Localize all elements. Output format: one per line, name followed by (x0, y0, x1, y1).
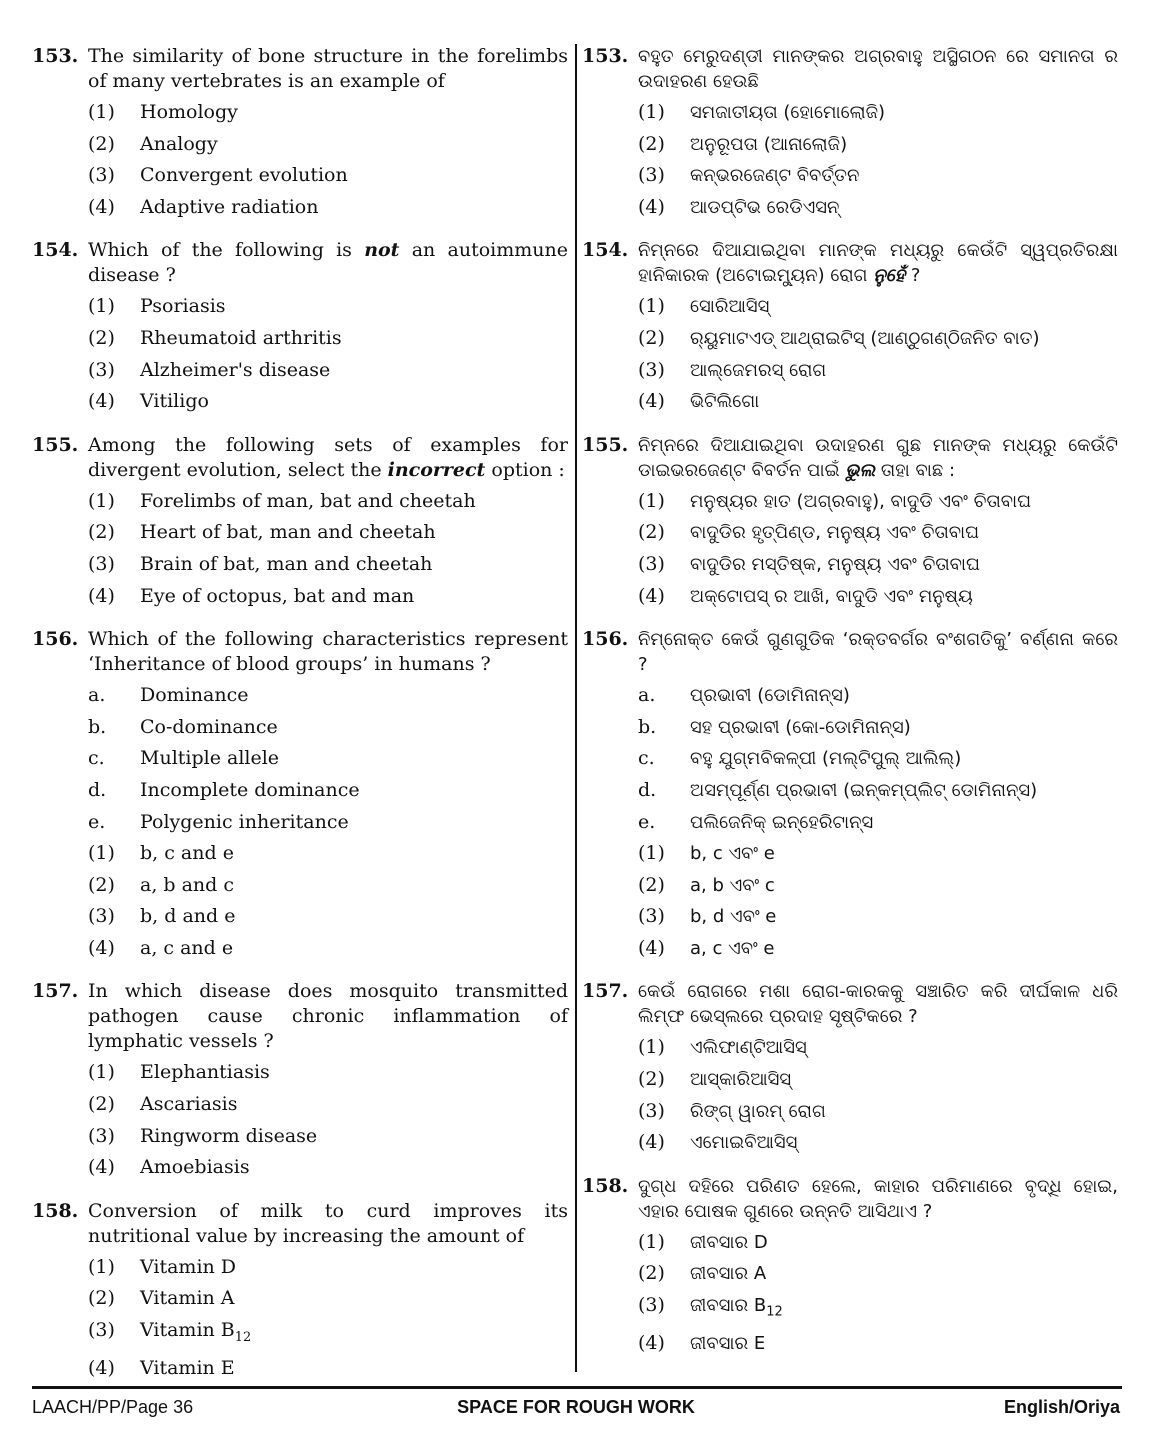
option-number: (4) (88, 1357, 115, 1380)
option-label: Vitamin B (140, 1319, 235, 1342)
question-number: 156. (582, 628, 629, 651)
option-number: (3) (638, 1099, 665, 1122)
answer-option (638, 936, 1118, 961)
question-text-part: ନିମ୍ନରେ ଦିଆଯାଇଥିବା ମାନଙ୍କ ମଧ୍ୟରୁ କେଉଁଟି ସ୍ୱପ୍ରତିରକ୍ଷା ହାନିକାରକ (ଅଟୋଇମ୍ୟୁନ) ରୋଗ (638, 240, 1118, 287)
option-label: a, c ଏବଂ e (690, 937, 775, 959)
answer-option (88, 873, 568, 898)
option-text (140, 904, 568, 929)
option-text (690, 520, 1118, 545)
option-text (140, 358, 568, 383)
answer-option (638, 520, 1118, 545)
question-158 (582, 1174, 1118, 1363)
question-155 (582, 433, 1118, 615)
option-text (690, 873, 1118, 898)
option-text (140, 1092, 568, 1117)
option-text (690, 1067, 1118, 1092)
option-number: (2) (88, 521, 115, 544)
option-label: Psoriasis (140, 295, 226, 318)
option-number: (2) (88, 873, 115, 896)
option-label: ଅନୁରୂପତା (ଆନାଲୋଜି) (690, 133, 848, 155)
question-text: The similarity of bone structure in the forelimbs of many vertebrates is an example of (88, 45, 568, 92)
option-number: (2) (638, 326, 665, 349)
option-text (690, 294, 1118, 319)
answer-option (88, 132, 568, 157)
option-text (140, 1255, 568, 1280)
answer-option (638, 683, 1118, 708)
option-text (140, 1060, 568, 1085)
question-text: In which disease does mosquito transmitted pathogen cause chronic inflammation of lymphatic vessels ? (88, 980, 568, 1053)
answer-option (88, 294, 568, 319)
option-text (690, 100, 1118, 125)
option-label: b, c and e (140, 842, 234, 865)
answer-option (88, 1060, 568, 1085)
option-number: (2) (638, 1262, 665, 1285)
option-text (690, 683, 1118, 708)
answer-option (88, 358, 568, 383)
option-text (140, 936, 568, 961)
option-label: Brain of bat, man and cheetah (140, 552, 433, 575)
option-number: (3) (638, 164, 665, 187)
answer-option (88, 1155, 568, 1180)
answer-option (638, 1099, 1118, 1124)
question-text (638, 433, 1118, 483)
option-text (690, 746, 1118, 771)
question-number: 154. (32, 239, 79, 262)
option-text (140, 552, 568, 577)
option-number: (3) (88, 164, 115, 187)
question-number: 155. (582, 433, 629, 456)
option-label: a, b ଏବଂ c (690, 874, 775, 896)
question-text-part: ତାହା ବାଛ : (875, 459, 956, 481)
option-number: (3) (88, 552, 115, 575)
answer-option (638, 873, 1118, 898)
option-number: b. (638, 715, 657, 738)
option-label: Co-dominance (140, 715, 278, 738)
question-text: ବହୁତ ମେରୁଦଣ୍ଡୀ ମାନଙ୍କର ଅଗ୍ରବାହୁ ଅସ୍ଥିଗଠନ ରେ ସମାନତା ର ଉଦାହରଣ ହେଉଛି (638, 46, 1118, 92)
option-text (140, 778, 568, 803)
option-number: d. (638, 778, 657, 801)
option-text (690, 1230, 1118, 1255)
option-number: (1) (638, 489, 665, 512)
answer-option (88, 584, 568, 609)
question-text: ନିମ୍ନୋକ୍ତ କେଉଁ ଗୁଣଗୁଡିକ ‘ରକ୍ତବର୍ଗର ବଂଶଗତିକୁ’ ବର୍ଣ୍ଣନା କରେ ? (638, 629, 1118, 676)
option-text (690, 715, 1118, 740)
question-number: 158. (32, 1199, 79, 1222)
question-number: 158. (582, 1174, 629, 1197)
option-label: Heart of bat, man and cheetah (140, 521, 436, 544)
option-number: (4) (88, 936, 115, 959)
answer-option (638, 132, 1118, 157)
option-number: e. (638, 810, 656, 833)
answer-option (88, 389, 568, 414)
option-label: ଆଲ୍‌ଜେମରସ୍ ରୋଗ (690, 359, 827, 381)
option-text (140, 163, 568, 188)
option-label: କନ୍‌ଭରଜେଣ୍ଟ ବିବର୍ତ୍ତନ (690, 165, 860, 187)
answer-option (88, 841, 568, 866)
question-text: କେଉଁ ରୋଗରେ ମଶା ରୋଗ-କାରକକୁ ସଞ୍ଚାରିତ କରି ଦୀର୍ଘକାଳ ଧରି ଲିମ୍ଫ ଭେସ୍‌ଲରେ ପ୍ରଦାହ ସୃଷ୍ଟିକରେ ? (638, 981, 1118, 1028)
option-number: (2) (88, 1093, 115, 1116)
answer-option (638, 389, 1118, 414)
option-label: ସୋରିଆସିସ୍ (690, 296, 770, 318)
option-number: (2) (638, 521, 665, 544)
answer-option (88, 1124, 568, 1149)
rough-work-label: SPACE FOR ROUGH WORK (457, 1397, 695, 1417)
option-text (140, 746, 568, 771)
option-label: ମନୁଷ୍ୟର ହାତ (ଅଗ୍ରବାହୁ), ବାଦୁଡି ଏବଂ ଚିତାବାଘ (690, 490, 1032, 512)
option-label: Convergent evolution (140, 164, 348, 187)
question-text: ଦୁଗ୍ଧ ଦହିରେ ପରିଣତ ହେଲେ, କାହାର ପରିମାଣରେ ବୃଦ୍ଧି ହୋଇ, ଏହାର ପୋଷକ ଗୁଣରେ ଉନ୍ନତି ଆସିଥାଏ ? (638, 1175, 1118, 1222)
answer-option (88, 746, 568, 771)
option-number: (4) (88, 1156, 115, 1179)
option-label: ଏମୋଇବିଆସିସ୍ (690, 1132, 798, 1154)
option-number: (4) (638, 1131, 665, 1154)
option-label: ବାଦୁଡିର ମସ୍ତିଷ୍କ, ମନୁଷ୍ୟ ଏବଂ ଚିତାବାଘ (690, 553, 980, 575)
question-number: 157. (582, 980, 629, 1003)
option-number: (3) (88, 358, 115, 381)
option-number: (2) (638, 873, 665, 896)
option-text (690, 326, 1118, 351)
option-label: a, c and e (140, 936, 234, 959)
option-number: (1) (638, 1230, 665, 1253)
question-text: Which of the following characteristics represent ‘Inheritance of blood groups’ in humans ? (88, 628, 568, 676)
option-label: Polygenic inheritance (140, 810, 349, 833)
option-label: Vitiligo (140, 390, 209, 413)
option-number: (3) (638, 552, 665, 575)
option-label: ଜୀବସାର E (690, 1333, 766, 1355)
option-number: (3) (88, 1124, 115, 1147)
option-text (140, 810, 568, 835)
question-text-part: an autoimmune disease ? (88, 239, 568, 287)
option-text (140, 1286, 568, 1311)
option-number: (4) (638, 584, 665, 607)
option-text (690, 1293, 1118, 1325)
answer-option (88, 1318, 568, 1350)
option-text (690, 552, 1118, 577)
option-number: (1) (88, 1255, 115, 1278)
question-text-part: Which of the following is (88, 239, 365, 262)
option-text (140, 841, 568, 866)
question-154 (32, 238, 568, 420)
emphasis-word: ଭୁଲ (845, 459, 876, 481)
option-text (690, 358, 1118, 383)
answer-option (88, 715, 568, 740)
option-number: (4) (88, 584, 115, 607)
option-number: (4) (638, 1332, 665, 1355)
option-label: ଆସ୍କାରିଆସିସ୍ (690, 1069, 792, 1091)
option-label: Ascariasis (140, 1093, 238, 1116)
answer-option (638, 746, 1118, 771)
option-text (140, 520, 568, 545)
question-157 (32, 979, 568, 1186)
answer-option (638, 715, 1118, 740)
question-number: 153. (32, 45, 79, 67)
option-label: Elephantiasis (140, 1061, 270, 1084)
answer-option (88, 489, 568, 514)
option-number: a. (88, 684, 106, 707)
option-label: Vitamin A (140, 1287, 235, 1310)
option-number: d. (88, 778, 107, 801)
answer-option (638, 584, 1118, 609)
option-text (140, 1318, 568, 1350)
answer-option (88, 1356, 568, 1381)
question-157 (582, 979, 1118, 1161)
question-text-part: ? (905, 265, 921, 287)
option-text (140, 683, 568, 708)
option-number: (1) (638, 1036, 665, 1059)
answer-option (638, 1293, 1118, 1325)
option-label: Adaptive radiation (140, 195, 319, 218)
option-text (140, 489, 568, 514)
option-text (140, 1356, 568, 1381)
answer-option (638, 1230, 1118, 1255)
answer-option (88, 904, 568, 929)
option-label: Vitamin D (140, 1255, 237, 1278)
option-number: (2) (88, 326, 115, 349)
option-label: Vitamin E (140, 1357, 235, 1380)
answer-option (88, 1092, 568, 1117)
option-number: (3) (638, 1294, 665, 1317)
emphasis-word: not (364, 239, 400, 262)
question-155 (32, 433, 568, 615)
english-column (32, 44, 568, 1388)
answer-option (638, 778, 1118, 803)
answer-option (638, 489, 1118, 514)
answer-option (88, 100, 568, 125)
question-158 (32, 1199, 568, 1388)
option-text (690, 163, 1118, 188)
answer-option (638, 1331, 1118, 1356)
option-label: Homology (140, 101, 238, 123)
question-154 (582, 238, 1118, 420)
option-text (690, 1099, 1118, 1124)
option-text (140, 294, 568, 319)
option-text (140, 584, 568, 609)
option-number: c. (638, 747, 655, 770)
answer-option (88, 195, 568, 220)
option-text (140, 715, 568, 740)
option-label: Amoebiasis (140, 1156, 250, 1179)
answer-option (638, 552, 1118, 577)
option-text (690, 904, 1118, 929)
answer-option (638, 1130, 1118, 1155)
question-text-part: option : (485, 458, 565, 481)
option-text (690, 810, 1118, 835)
option-label: b, c ଏବଂ e (690, 843, 775, 865)
option-text (140, 326, 568, 351)
option-text (140, 1124, 568, 1149)
option-number: (4) (638, 390, 665, 413)
option-text (690, 778, 1118, 803)
option-label: ବହୁ ଯୁଗ୍ମବିକଳ୍ପୀ (ମଲ୍‌ଟିପୁଲ୍ ଆଲିଲ୍) (690, 748, 962, 770)
option-number: (1) (88, 489, 115, 512)
answer-option (88, 1255, 568, 1280)
answer-option (638, 163, 1118, 188)
option-text (690, 1035, 1118, 1060)
answer-option (88, 552, 568, 577)
emphasis-word: ନୁହେଁ (873, 265, 906, 287)
option-label: Multiple allele (140, 747, 280, 770)
option-number: (3) (88, 905, 115, 928)
answer-option (638, 841, 1118, 866)
option-number: (4) (638, 195, 665, 218)
option-label: ବାଦୁଡିର ହୃତ୍‌ପିଣ୍ଡ, ମନୁଷ୍ୟ ଏବଂ ଚିତାବାଘ (690, 522, 980, 544)
option-label: Analogy (140, 132, 218, 155)
answer-option (638, 294, 1118, 319)
option-text (690, 1261, 1118, 1286)
option-label: Forelimbs of man, bat and cheetah (140, 489, 476, 512)
option-number: (3) (88, 1319, 115, 1342)
option-label: Incomplete dominance (140, 778, 360, 801)
question-156 (582, 627, 1118, 967)
question-153 (582, 44, 1118, 226)
question-number: 153. (582, 45, 629, 67)
option-label: Dominance (140, 684, 249, 707)
option-text (690, 132, 1118, 157)
option-label: ଜୀବସାର D (690, 1231, 768, 1253)
option-label: ଜୀବସାର A (690, 1263, 767, 1285)
option-number: e. (88, 810, 106, 833)
answer-option (88, 163, 568, 188)
answer-option (88, 1286, 568, 1311)
option-text (690, 389, 1118, 414)
column-divider (575, 44, 577, 1372)
answer-option (88, 326, 568, 351)
answer-option (88, 810, 568, 835)
question-156 (32, 627, 568, 967)
option-number: (2) (638, 1068, 665, 1091)
option-label: ର୍‌ୟୁମାଟଏଡ୍ ଆଥ୍ରାଇଟିସ୍ (ଆଣ୍ଠୁଗଣ୍ଠିଜନିତ ବାତ) (690, 327, 1040, 349)
question-text (88, 433, 568, 483)
option-number: (3) (638, 358, 665, 381)
option-label: ଅସମ୍ପୂର୍ଣ୍ଣ ପ୍ରଭାବୀ (ଇନ୍‌କମ୍‌ପ୍ଲିଟ୍ ଡୋମିନାନ୍‌ସ) (690, 779, 1038, 801)
option-number: (4) (88, 195, 115, 218)
question-number: 154. (582, 239, 629, 262)
option-label: ଭିଟିଲିଗୋ (690, 391, 760, 413)
option-label: ଅକ୍ଟୋପସ୍ ର ଆଖି, ବାଦୁଡି ଏବଂ ମନୁଷ୍ୟ (690, 585, 973, 607)
option-number: (1) (88, 295, 115, 318)
option-number: b. (88, 715, 107, 738)
question-text (638, 238, 1118, 288)
option-number: (4) (88, 390, 115, 413)
option-text (140, 389, 568, 414)
option-number: (1) (88, 101, 115, 123)
option-label: ସହ ପ୍ରଭାବୀ (କୋ-ଡୋମିନାନ୍‌ସ) (690, 716, 911, 738)
option-label: b, d ଏବଂ e (690, 906, 777, 928)
option-text (690, 1331, 1118, 1356)
question-153 (32, 44, 568, 226)
option-label: Eye of octopus, bat and man (140, 584, 415, 607)
option-text (140, 1155, 568, 1180)
page-label: LAACH/PP/Page 36 (32, 1397, 194, 1417)
answer-option (638, 326, 1118, 351)
option-label: ପଲିଜେନିକ୍ ଇନ୍‌ହେରିଟାନ୍‌ସ (690, 811, 874, 833)
option-text (690, 195, 1118, 220)
option-number: (4) (638, 936, 665, 959)
answer-option (88, 778, 568, 803)
footer-rule (32, 1386, 1122, 1389)
option-text (140, 100, 568, 125)
answer-option (638, 1067, 1118, 1092)
oriya-column (582, 44, 1118, 1363)
question-text-part: ନିମ୍ନରେ ଦିଆଯାଇଥିବା ଉଦାହରଣ ଗୁଛ ମାନଙ୍କ ମଧ୍ୟରୁ କେଉଁଟି ଡାଇଭରଜେଣ୍ଟ ବିବର୍ତନ ପାଇଁ (638, 434, 1118, 481)
answer-option (638, 195, 1118, 220)
answer-option (88, 683, 568, 708)
option-label: Rheumatoid arthritis (140, 326, 342, 349)
option-label: ସମଜାତୀୟତା (ହୋମୋଲୋଜି) (690, 102, 886, 123)
answer-option (638, 100, 1118, 125)
question-number: 157. (32, 980, 79, 1003)
option-text (690, 1130, 1118, 1155)
option-label: b, d and e (140, 905, 236, 928)
emphasis-word: incorrect (387, 458, 486, 481)
answer-option (638, 810, 1118, 835)
option-text (690, 489, 1118, 514)
option-number: (2) (88, 1287, 115, 1310)
option-number: a. (638, 684, 656, 707)
answer-option (638, 1035, 1118, 1060)
option-text (140, 132, 568, 157)
option-text (140, 195, 568, 220)
subscript: 12 (766, 1304, 783, 1320)
option-label: Alzheimer's disease (140, 358, 331, 381)
answer-option (88, 520, 568, 545)
option-label: ପ୍ରଭାବୀ (ଡୋମିନାନ୍‌ସ) (690, 685, 850, 707)
question-text-part: Among the following sets of examples for divergent evolution, select the (88, 433, 568, 481)
answer-option (638, 1261, 1118, 1286)
subscript: 12 (234, 1329, 252, 1345)
question-number: 155. (32, 433, 79, 456)
answer-option (88, 936, 568, 961)
option-number: (2) (638, 132, 665, 155)
answer-option (638, 904, 1118, 929)
option-number: (1) (638, 101, 665, 123)
option-label: ଏଲିଫାଣ୍ଟିଆସିସ୍ (690, 1037, 807, 1059)
option-label: ଆଡପ୍‌ଟିଭ ରେଡିଏସନ୍ (690, 196, 840, 218)
answer-option (638, 358, 1118, 383)
option-number: (1) (88, 842, 115, 865)
option-label: Ringworm disease (140, 1124, 318, 1147)
question-number: 156. (32, 628, 79, 651)
option-number: (1) (638, 295, 665, 318)
option-label: ଜୀବସାର B (690, 1295, 767, 1317)
option-label: ରିଙ୍ଗ୍ ୱାରମ୍ ରୋଗ (690, 1100, 826, 1122)
option-number: c. (88, 747, 105, 770)
option-text (690, 841, 1118, 866)
option-number: (3) (638, 905, 665, 928)
language-label: English/Oriya (1003, 1397, 1120, 1417)
option-label: a, b and c (140, 873, 235, 896)
question-text: Conversion of milk to curd improves its nutritional value by increasing the amount of (88, 1199, 568, 1247)
option-text (690, 584, 1118, 609)
option-text (690, 936, 1118, 961)
option-number: (1) (638, 842, 665, 865)
option-number: (1) (88, 1061, 115, 1084)
option-number: (2) (88, 132, 115, 155)
option-text (140, 873, 568, 898)
question-text (88, 238, 568, 288)
